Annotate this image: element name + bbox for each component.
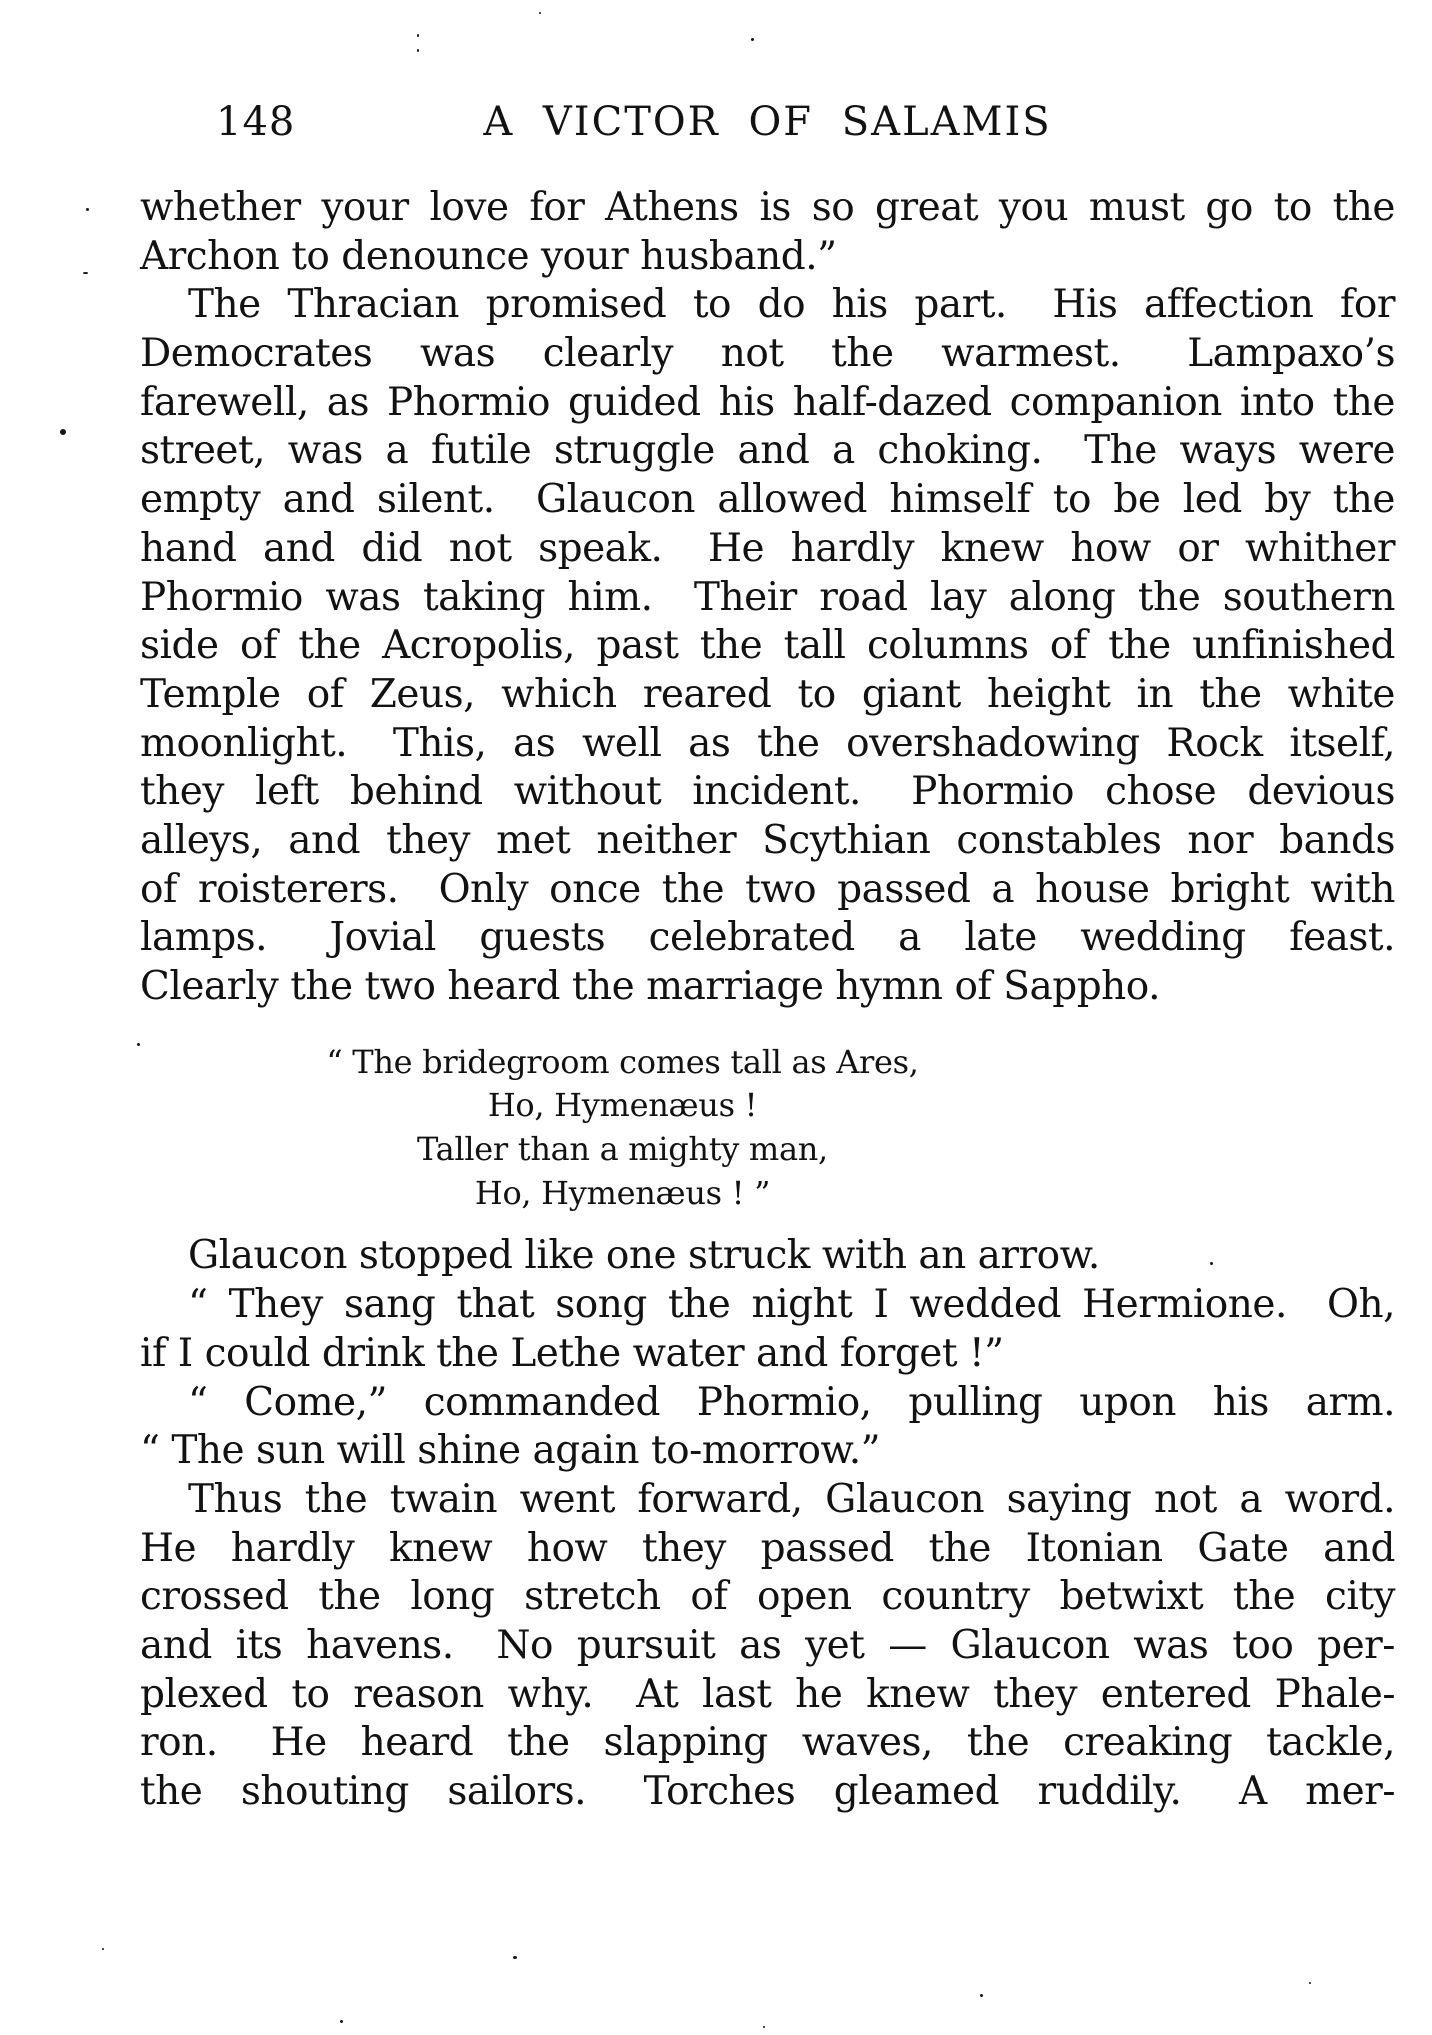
- text-line: of roisterers. Only once the two passed a house bright with: [140, 866, 1395, 912]
- paragraph: [140, 184, 1395, 281]
- scan-speck: [102, 1948, 104, 1950]
- text-line: and its havens. No pursuit as yet — Glaucon was too per-: [140, 1622, 1395, 1668]
- paragraph: [140, 1379, 1395, 1476]
- scan-speck: [763, 2026, 765, 2028]
- scan-speck: [513, 1956, 517, 1959]
- paragraph: [140, 1281, 1395, 1378]
- text-line: ron. He heard the slapping waves, the creaking tackle,: [140, 1720, 1395, 1766]
- text-line: He hardly knew how they passed the Itonian Gate and: [140, 1525, 1395, 1571]
- text-line: hand and did not speak. He hardly knew how or whither: [140, 525, 1395, 571]
- text-line: they left behind without incident. Phormio chose devious: [140, 769, 1395, 815]
- scan-speck: [751, 38, 754, 41]
- text-line: farewell, as Phormio guided his half-dazed companion into the: [140, 379, 1395, 425]
- page-number: 148: [216, 99, 296, 145]
- text-line: alleys, and they met neither Scythian constables nor bands: [140, 817, 1395, 863]
- scan-speck: [1210, 1262, 1213, 1265]
- running-title: A VICTOR OF SALAMIS: [483, 99, 1052, 145]
- text-line: moonlight. This, as well as the overshadowing Rock itself,: [140, 720, 1395, 766]
- text-line: whether your love for Athens is so great you must go to the: [140, 185, 1395, 230]
- text-line: “ They sang that song the night I wedded Hermione. Oh,: [188, 1282, 1395, 1328]
- scan-speck: [1309, 1982, 1311, 1984]
- text-line: empty and silent. Glaucon allowed himself to be led by the: [140, 477, 1395, 523]
- scan-speck: [86, 208, 89, 211]
- scan-speck: [60, 429, 66, 435]
- text-line: the shouting sailors. Torches gleamed ruddily. A mer-: [140, 1769, 1395, 1814]
- scan-speck: [417, 34, 419, 37]
- paragraph: [140, 1476, 1395, 1817]
- scan-speck: [980, 1994, 983, 1997]
- text-line: The Thracian promised to do his part. His affection for: [188, 282, 1395, 328]
- paragraph: [140, 1232, 1395, 1281]
- text-line: Democrates was clearly not the warmest. Lampaxo’s: [140, 331, 1395, 377]
- text-line: Clearly the two heard the marriage hymn of Sappho.: [140, 964, 1160, 1009]
- text-line: lamps. Jovial guests celebrated a late wedding feast.: [140, 915, 1395, 961]
- text-line: “ The sun will shine again to-morrow.”: [140, 1428, 881, 1474]
- page-header: [140, 100, 1395, 150]
- verse-line: Ho, Hymenæus ! ”: [474, 1173, 771, 1212]
- text-line: Phormio was taking him. Their road lay along the southern: [140, 574, 1395, 620]
- text-line: Glaucon stopped like one struck with an arrow.: [188, 1233, 1100, 1279]
- text-line: “ Come,” commanded Phormio, pulling upon his arm.: [188, 1379, 1395, 1425]
- scan-speck: [539, 12, 541, 14]
- page-body: [140, 184, 1395, 1817]
- text-line: Temple of Zeus, which reared to giant height in the white: [140, 671, 1395, 717]
- verse-line: “ The bridegroom comes tall as Ares,: [326, 1042, 919, 1081]
- text-line: plexed to reason why. At last he knew they entered Phale-: [140, 1671, 1395, 1717]
- text-line: side of the Acropolis, past the tall columns of the unfinished: [140, 623, 1395, 669]
- verse-line: Taller than a mighty man,: [417, 1130, 828, 1169]
- scan-speck: [340, 2020, 343, 2023]
- scan-speck: [83, 272, 88, 274]
- verse-line: Ho, Hymenæus !: [487, 1086, 758, 1125]
- scan-speck: [417, 49, 419, 52]
- text-line: Thus the twain went forward, Glaucon saying not a word.: [188, 1476, 1395, 1522]
- text-line: crossed the long stretch of open country betwixt the city: [140, 1574, 1395, 1620]
- text-line: if I could drink the Lethe water and forget !”: [140, 1330, 1004, 1376]
- scan-speck: [137, 1043, 140, 1046]
- verse-quote: [140, 1041, 1395, 1216]
- text-line: street, was a futile struggle and a choking. The ways were: [140, 428, 1395, 474]
- paragraph: [140, 281, 1395, 1011]
- text-line: Archon to denounce your husband.”: [140, 233, 837, 279]
